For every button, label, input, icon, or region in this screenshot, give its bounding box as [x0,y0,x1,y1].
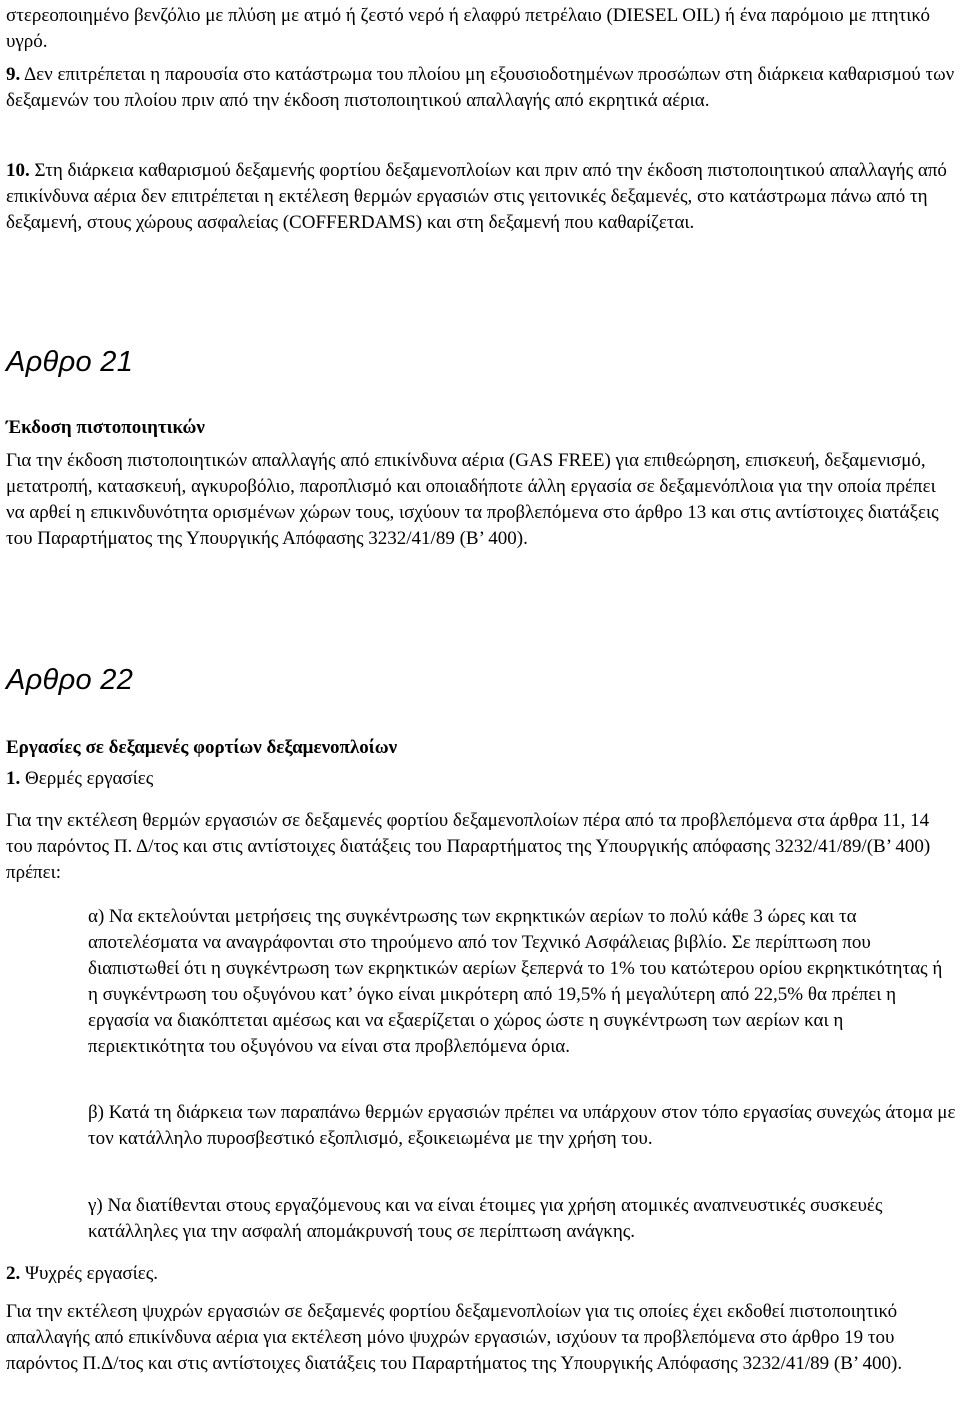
section-2-body: Για την εκτέλεση ψυχρών εργασιών σε δεξαμενές φορτίου δεξαμενοπλοίων για τις οποίες έχει εκδοθεί πιστοποιητικό απαλλαγής από επικίνδυνα αέρια για εκτέλεση μόνο ψυχρών εργασιών, ισχύουν τα προβλεπόμενα στο άρθρο 19 του παρόντος Π.Δ/τος και στις αντίστοιχες διατάξεις του Παραρτήματος της Υπουργικής Απόφασης 3232/41/89 (Β’ 400). [6,1301,903,1374]
article-21-body: Για την έκδοση πιστοποιητικών απαλλαγής από επικίνδυνα αέρια (GAS FREE) για επιθεώρηση, επισκευή, δεξαμενισμό, μετατροπή, κατασκευή, αγκυροβόλιο, παροπλισμό και οποιαδήποτε άλλη εργασία σε δεξαμενόπλοια για την οποία πρέπει να αρθεί η επικινδυνότητα ορισμένων χώρων τους, ισχύουν τα προβλεπόμενα στο άρθρο 13 και στις αντίστοιχες διατάξεις του Παραρτήματος της Υπουργικής Απόφασης 3232/41/89 (Β’ 400). [6,450,939,549]
section-2-label: Ψυχρές εργασίες. [20,1263,159,1284]
paragraph-9-text: Δεν επιτρέπεται η παρουσία στο κατάστρωμα του πλοίου μη εξουσιοδοτημένων προσώπων στη διάρκεια καθαρισμού των δεξαμενών του πλοίου πριν από την έκδοση πιστοποιητικού απαλλαγής από εκρητικά αέρια. [6,64,955,111]
article-21-subtitle: Έκδοση πιστοποιητικών [6,417,205,438]
list-item-a: α) Να εκτελούνται μετρήσεις της συγκέντρωσης των εκρηκτικών αερίων το πολύ κάθε 3 ώρες και τα αποτελέσματα να αναγράφονται στο τηρούμενο από τον Τεχνικό Ασφάλειας βιβλίο. Σε περίπτωση που διαπιστωθεί ότι η συγκέντρωση των εκρηκτικών αερίων ξεπερνά το 1% του κατώτερου ορίου εκρηκτικότητας ή η συγκέντρωση του οξυγόνου κατ’ όγκο είναι μικρότερη από 19,5% ή μεγαλύτερη από 22,5% θα πρέπει η εργασία να διακόπτεται αμέσως και να εξαερίζεται ο χώρος ώστε η συγκέντρωση των αερίων και η περιεκτικότητα του οξυγόνου να είναι στα προβλεπόμενα όρια. [88,906,943,1057]
article-22-subtitle: Εργασίες σε δεξαμενές φορτίων δεξαμενοπλοίων [6,737,398,758]
section-2-heading [6,1261,158,1287]
paragraph-10-number: 10. [6,160,30,181]
list-item-b: β) Κατά τη διάρκεια των παραπάνω θερμών εργασιών πρέπει να υπάρχουν στον τόπο εργασίας συνεχώς άτομα με τον κατάλληλο πυροσβεστικό εξοπλισμό, εξοικειωμένα με την χρήση του. [88,1102,956,1149]
article-21-title: Αρθρο 21 [6,346,134,378]
intro-continuation: στερεοποιημένο βενζόλιο με πλύση με ατμό ή ζεστό νερό ή ελαφρύ πετρέλαιο (DIESEL OIL) ή ένα παρόμοιο με πτητικό υγρό. [6,5,931,52]
list-item-c: γ) Να διατίθενται στους εργαζόμενους και να είναι έτοιμες για χρήση ατομικές αναπνευστικές συσκευές κατάλληλες για την ασφαλή απομάκρυνσή τους σε περίπτωση ανάγκης. [88,1195,883,1242]
section-1-heading [6,766,153,792]
section-1-number: 1. [6,768,21,789]
paragraph-10-text: Στη διάρκεια καθαρισμού δεξαμενής φορτίου δεξαμενοπλοίων και πριν από την έκδοση πιστοποιητικού απαλλαγής από επικίνδυνα αέρια δεν επιτρέπεται η εκτέλεση θερμών εργασιών στις γειτονικές δεξαμενές, στο κατάστρωμα πάνω από τη δεξαμενή, στους χώρους ασφαλείας (COFFERDAMS) και στη δεξαμενή που καθαρίζεται. [6,160,947,233]
paragraph-9 [6,62,956,114]
section-2-number: 2. [6,1263,21,1284]
paragraph-10 [6,158,956,236]
article-22-title: Αρθρο 22 [6,664,134,696]
section-1-body: Για την εκτέλεση θερμών εργασιών σε δεξαμενές φορτίου δεξαμενοπλοίων πέρα από τα προβλεπόμενα στα άρθρα 11, 14 του παρόντος Π. Δ/τος και στις αντίστοιχες διατάξεις του Παραρτήματος της Υπουργικής απόφασης 3232/41/89/(Β’ 400) πρέπει: [6,810,931,883]
section-1-label: Θερμές εργασίες [20,768,154,789]
paragraph-9-number: 9. [6,64,21,85]
